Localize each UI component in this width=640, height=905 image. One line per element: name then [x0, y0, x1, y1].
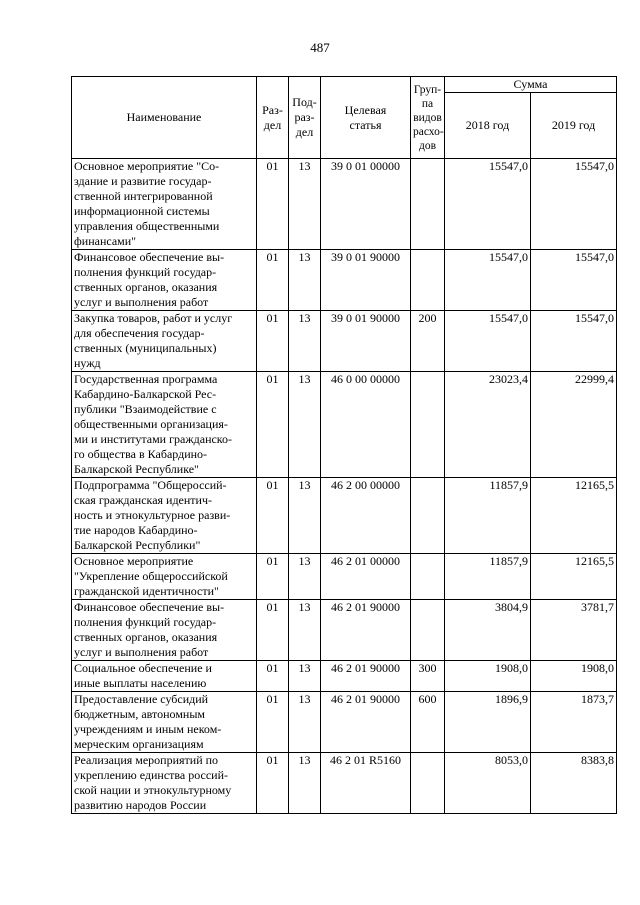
row-target: 46 2 01 R5160 [321, 753, 411, 814]
table-row [72, 478, 617, 554]
row-name: Финансовое обеспечение вы- полнения функций государ- ственных органов, оказания услуг и выполнения работ [72, 250, 257, 311]
row-amount-2018: 15547,0 [445, 250, 531, 311]
row-amount-2019: 12165,5 [531, 478, 617, 554]
row-amount-2019: 15547,0 [531, 159, 617, 250]
row-podrazdel: 13 [289, 661, 321, 692]
header-sum: Сумма [445, 77, 617, 93]
table-row [72, 600, 617, 661]
row-group [411, 600, 445, 661]
row-name: Подпрограмма "Общероссий- ская гражданская идентич- ность и этнокультурное разви- тие народов Кабардино- Балкарской Республики" [72, 478, 257, 554]
row-name: Государственная программа Кабардино-Балкарской Рес- публики "Взаимодействие с общественными организация- ми и институтами гражданско- го общества в Кабардино- Балкарской Республике" [72, 372, 257, 478]
row-podrazdel: 13 [289, 311, 321, 372]
table-row [72, 159, 617, 250]
row-target: 46 2 01 90000 [321, 600, 411, 661]
row-group [411, 250, 445, 311]
row-amount-2019: 15547,0 [531, 311, 617, 372]
row-name: Финансовое обеспечение вы- полнения функций государ- ственных органов, оказания услуг и выполнения работ [72, 600, 257, 661]
table-row [72, 311, 617, 372]
row-name: Реализация мероприятий по укреплению единства россий- ской нации и этнокультурному развитию народов России [72, 753, 257, 814]
row-podrazdel: 13 [289, 554, 321, 600]
budget-table [71, 76, 617, 814]
header-name: Наименование [72, 77, 257, 159]
row-amount-2018: 23023,4 [445, 372, 531, 478]
header-group: Груп- па видов расхо- дов [411, 77, 445, 159]
row-podrazdel: 13 [289, 250, 321, 311]
row-name: Социальное обеспечение и иные выплаты населению [72, 661, 257, 692]
row-amount-2018: 11857,9 [445, 478, 531, 554]
row-target: 39 0 01 00000 [321, 159, 411, 250]
row-target: 46 0 00 00000 [321, 372, 411, 478]
row-name: Основное мероприятие "Укрепление общероссийской гражданской идентичности" [72, 554, 257, 600]
page-number: 487 [310, 40, 330, 55]
row-group: 300 [411, 661, 445, 692]
table-row [72, 692, 617, 753]
row-name: Закупка товаров, работ и услуг для обеспечения государ- ственных (муниципальных) нужд [72, 311, 257, 372]
row-target: 46 2 01 90000 [321, 661, 411, 692]
table-row [72, 554, 617, 600]
row-amount-2019: 8383,8 [531, 753, 617, 814]
row-group [411, 753, 445, 814]
row-podrazdel: 13 [289, 753, 321, 814]
row-razdel: 01 [257, 554, 289, 600]
row-amount-2019: 3781,7 [531, 600, 617, 661]
row-podrazdel: 13 [289, 600, 321, 661]
row-group [411, 478, 445, 554]
row-target: 39 0 01 90000 [321, 311, 411, 372]
row-podrazdel: 13 [289, 159, 321, 250]
budget-table-body [72, 159, 617, 814]
header-year-2019: 2019 год [531, 93, 617, 159]
row-amount-2018: 3804,9 [445, 600, 531, 661]
row-amount-2018: 1908,0 [445, 661, 531, 692]
row-amount-2019: 22999,4 [531, 372, 617, 478]
row-name: Предоставление субсидий бюджетным, автономным учреждениям и иным неком- мерческим организациям [72, 692, 257, 753]
header-year-2018: 2018 год [445, 93, 531, 159]
row-group: 200 [411, 311, 445, 372]
row-razdel: 01 [257, 311, 289, 372]
row-group [411, 372, 445, 478]
row-group: 600 [411, 692, 445, 753]
table-row [72, 250, 617, 311]
row-amount-2019: 1908,0 [531, 661, 617, 692]
row-razdel: 01 [257, 372, 289, 478]
row-amount-2018: 15547,0 [445, 311, 531, 372]
row-group [411, 159, 445, 250]
row-target: 46 2 01 00000 [321, 554, 411, 600]
row-amount-2019: 12165,5 [531, 554, 617, 600]
row-razdel: 01 [257, 600, 289, 661]
row-target: 39 0 01 90000 [321, 250, 411, 311]
row-podrazdel: 13 [289, 372, 321, 478]
row-target: 46 2 00 00000 [321, 478, 411, 554]
row-amount-2018: 15547,0 [445, 159, 531, 250]
row-amount-2019: 15547,0 [531, 250, 617, 311]
row-amount-2018: 11857,9 [445, 554, 531, 600]
table-row [72, 372, 617, 478]
row-razdel: 01 [257, 692, 289, 753]
row-group [411, 554, 445, 600]
row-target: 46 2 01 90000 [321, 692, 411, 753]
header-target: Целевая статья [321, 77, 411, 159]
row-amount-2018: 8053,0 [445, 753, 531, 814]
row-amount-2019: 1873,7 [531, 692, 617, 753]
row-razdel: 01 [257, 250, 289, 311]
row-name: Основное мероприятие "Со- здание и развитие государ- ственной интегрированной информационной системы управления общественными финансами" [72, 159, 257, 250]
row-razdel: 01 [257, 661, 289, 692]
row-amount-2018: 1896,9 [445, 692, 531, 753]
table-row [72, 661, 617, 692]
row-razdel: 01 [257, 159, 289, 250]
row-podrazdel: 13 [289, 692, 321, 753]
row-razdel: 01 [257, 478, 289, 554]
row-podrazdel: 13 [289, 478, 321, 554]
header-podrazdel: Под- раз- дел [289, 77, 321, 159]
table-row [72, 753, 617, 814]
row-razdel: 01 [257, 753, 289, 814]
header-razdel: Раз- дел [257, 77, 289, 159]
